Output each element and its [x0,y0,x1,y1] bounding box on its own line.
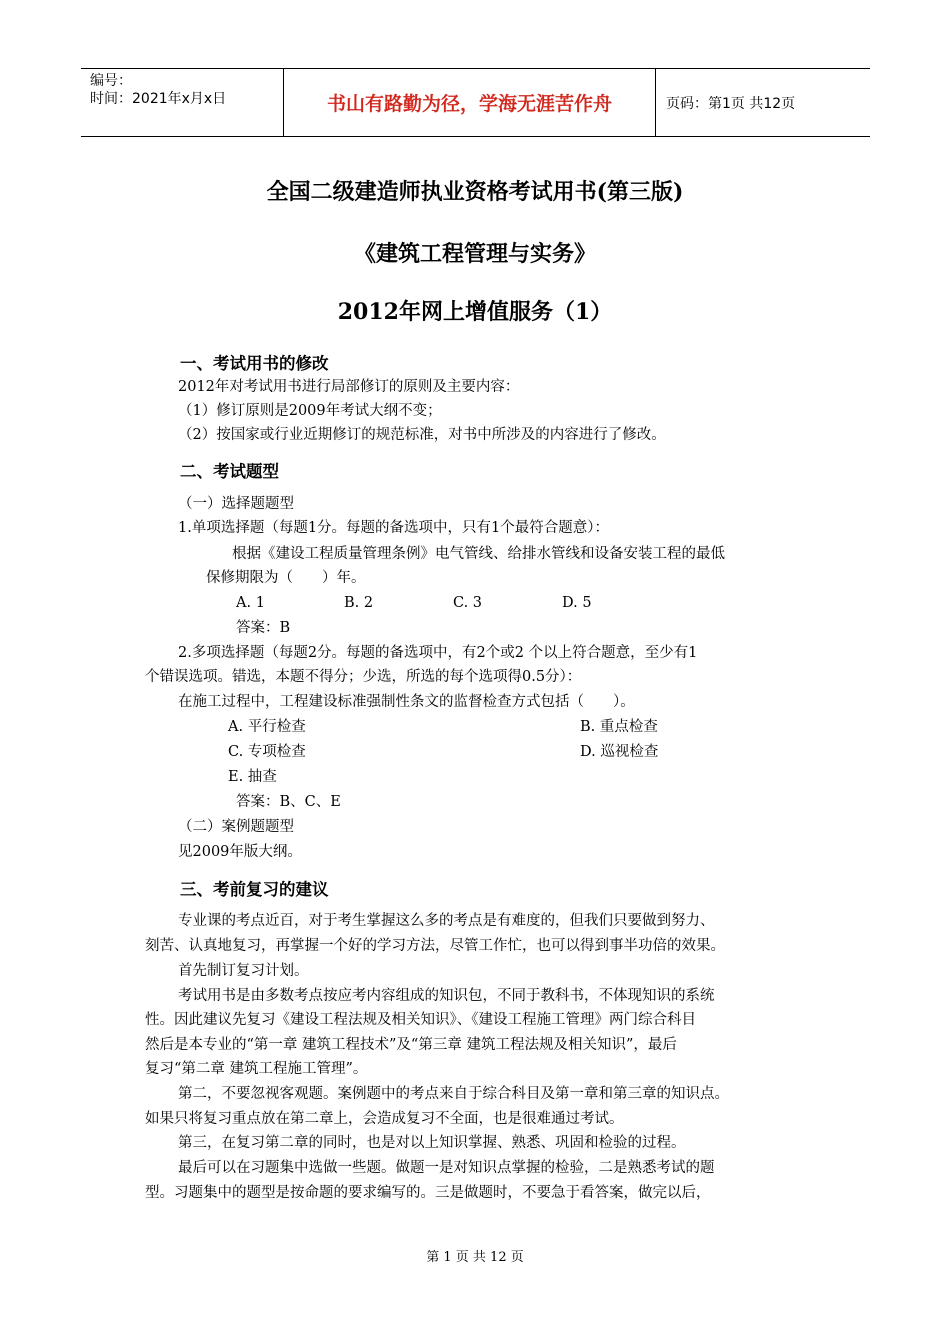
text-line: 1.单项选择题（每题1分。每题的备选项中，只有1个最符合题意）： [178,520,610,536]
text-line: 2012年对考试用书进行局部修订的原则及主要内容： [178,379,520,395]
section-heading-1: 一、考试用书的修改 [180,354,329,373]
text-line: 最后可以在习题集中选做一些题。做题一是对知识点掌握的检验，二是熟悉考试的题 [178,1160,715,1176]
code-label: 编号： [90,73,132,89]
text-line: 然后是本专业的“第一章 建筑工程技术”及“第三章 建筑工程法规及相关知识”，最后 [145,1037,677,1053]
option-b: B. 2 [344,595,374,611]
text-line: （一）选择题题型 [178,496,294,512]
option-a: A. 1 [236,595,265,611]
answer-1: 答案：B [236,620,291,636]
text-line: 如果只将复习重点放在第二章上，会造成复习不全面，也是很难通过考试。 [145,1111,624,1127]
doc-title-3: 2012年网上增值服务（1） [337,299,613,325]
text-line: （1）修订原则是2009年考试大纲不变； [178,403,442,419]
text-line: 保修期限为（ ）年。 [206,570,366,586]
text-line: 在施工过程中，工程建设标准强制性条文的监督检查方式包括（ ）。 [178,694,635,710]
section-heading-2: 二、考试题型 [180,462,279,481]
text-line: 见2009年版大纲。 [178,844,302,860]
text-line: 2.多项选择题（每题2分。每题的备选项中，有2个或2 个以上符合题意，至少有1 [178,645,698,661]
page-footer: 第 1 页 共 12 页 [426,1250,524,1265]
option-b: B. 重点检查 [580,719,658,735]
text-line: 专业课的考点近百，对于考生掌握这么多的考点是有难度的，但我们只要做到努力、 [178,913,715,929]
option-d: D. 巡视检查 [580,744,659,760]
header-motto: 书山有路勤为径，学海无涯苦作舟 [326,93,612,115]
section-heading-3: 三、考前复习的建议 [180,880,329,899]
option-c: C. 专项检查 [228,744,306,760]
text-line: 根据《建设工程质量管理条例》电气管线、给排水管线和设备安装工程的最低 [232,546,725,562]
text-line: 个错误选项。错选，本题不得分；少选，所选的每个选项得0.5分）： [145,669,582,685]
answer-2: 答案：B、C、E [236,794,341,810]
doc-title-2: 《建筑工程管理与实务》 [353,241,596,267]
header-page-info: 页码：第1页 共12页 [666,96,796,112]
text-line: 考试用书是由多数考点按应考内容组成的知识包，不同于教科书，不体现知识的系统 [178,988,715,1004]
text-line: 第三，在复习第二章的同时，也是对以上知识掌握、熟悉、巩固和检验的过程。 [178,1135,686,1151]
text-line: （2）按国家或行业近期修订的规范标准，对书中所涉及的内容进行了修改。 [178,427,666,443]
text-line: 第二，不要忽视客观题。案例题中的考点来自于综合科目及第一章和第三章的知识点。 [178,1086,729,1102]
header-meta [90,72,226,108]
doc-title-1: 全国二级建造师执业资格考试用书(第三版) [266,179,684,205]
text-line: 首先制订复习计划。 [178,963,309,979]
text-line: （二）案例题题型 [178,819,294,835]
text-line: 刻苦、认真地复习，再掌握一个好的学习方法，尽管工作忙，也可以得到事半功倍的效果。 [145,938,725,954]
option-d: D. 5 [562,595,592,611]
text-line: 复习“第二章 建筑工程施工管理”。 [145,1061,368,1077]
time-label: 时间：2021年x月x日 [90,91,227,107]
text-line: 性。因此建议先复习《建设工程法规及相关知识》、《建设工程施工管理》两门综合科目 [145,1012,696,1028]
option-a: A. 平行检查 [228,719,306,735]
header-divider [655,69,656,136]
option-c: C. 3 [453,595,483,611]
text-line: 型。习题集中的题型是按命题的要求编写的。三是做题时，不要急于看答案，做完以后， [145,1185,711,1201]
option-e: E. 抽查 [228,769,277,785]
page-header [81,68,870,137]
